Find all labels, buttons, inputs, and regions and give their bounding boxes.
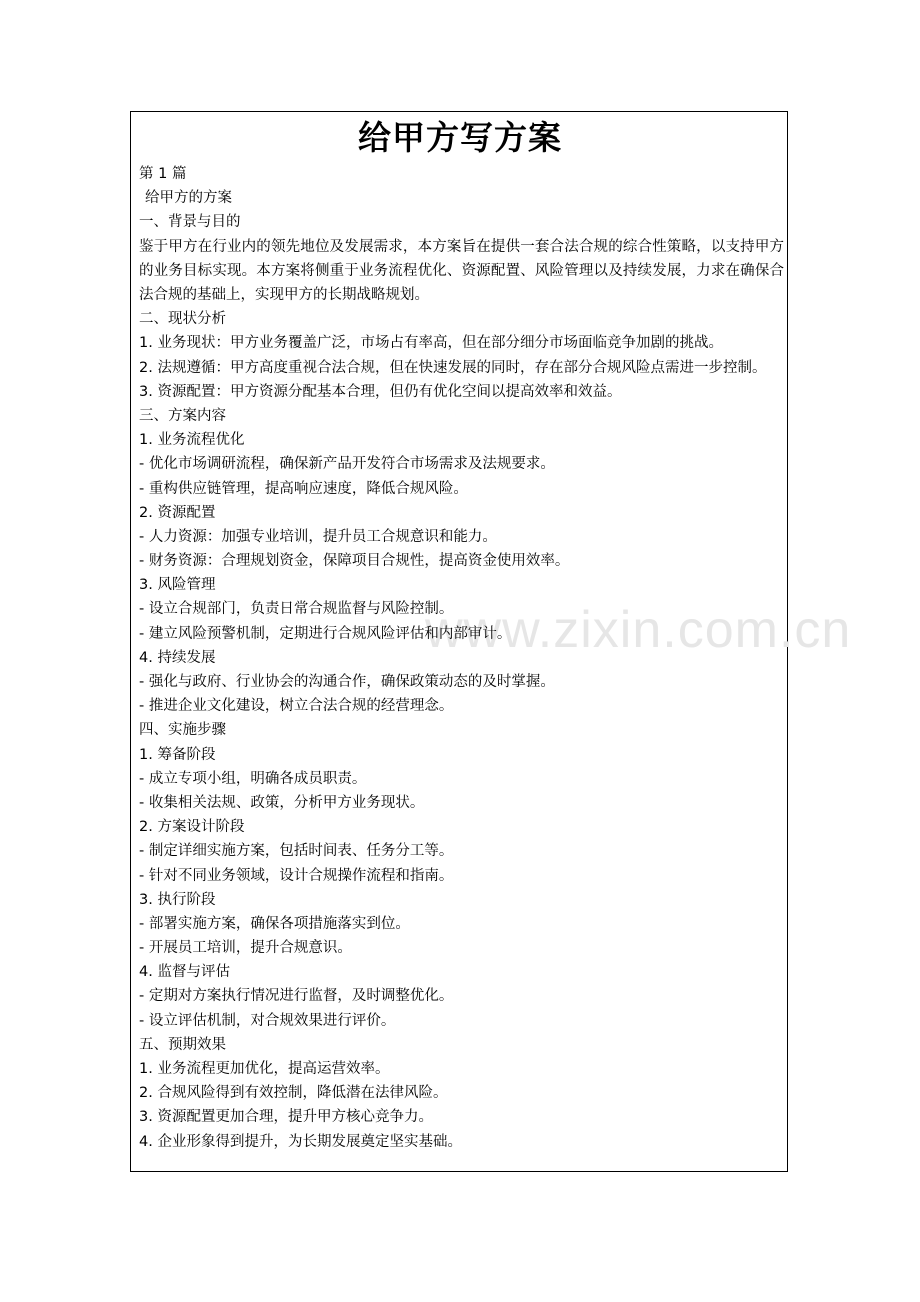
text-line: - 建立风险预警机制，定期进行合规风险评估和内部审计。	[139, 625, 512, 642]
watermark: www.zixin.com.cn	[425, 601, 852, 659]
document-body	[139, 162, 784, 1154]
text-line: - 收集相关法规、政策，分析甲方业务现状。	[139, 794, 425, 811]
text-line: 第 1 篇	[139, 166, 187, 182]
text-line: 五、预期效果	[139, 1036, 226, 1053]
text-line: 给甲方的方案	[145, 190, 232, 207]
text-line: - 优化市场调研流程，确保新产品开发符合市场需求及法规要求。	[139, 456, 555, 473]
text-line: - 成立专项小组，明确各成员职责。	[139, 770, 367, 787]
text-line: 3. 执行阶段	[139, 891, 216, 908]
text-line: - 强化与政府、行业协会的沟通合作，确保政策动态的及时掌握。	[139, 674, 555, 690]
text-line: - 针对不同业务领域，设计合规操作流程和指南。	[139, 867, 454, 884]
paragraph: 鉴于甲方在行业内的领先地位及发展需求，本方案旨在提供一套合法合规的综合性策略，以支持甲方的业务目标实现。本方案将侧重于业务流程优化、资源配置、风险管理以及持续发展，力求在确保合法合规的基础上，实现甲方的长期战略规划。	[139, 238, 784, 303]
text-line: - 设立评估机制，对合规效果进行评价。	[139, 1012, 396, 1029]
text-line: 3. 资源配置更加合理，提升甲方核心竞争力。	[139, 1109, 433, 1126]
text-line: 四、实施步骤	[139, 722, 226, 739]
text-line: 3. 风险管理	[139, 577, 216, 594]
text-line: 3. 资源配置：甲方资源分配基本合理，但仍有优化空间以提高效率和效益。	[139, 383, 622, 400]
text-line: - 推进企业文化建设，树立合法合规的经营理念。	[139, 698, 454, 715]
paragraph: 2. 法规遵循：甲方高度重视合法合规，但在快速发展的同时，存在部分合规风险点需进一步控制。	[139, 359, 767, 376]
text-line: - 财务资源：合理规划资金，保障项目合规性，提高资金使用效率。	[139, 553, 570, 570]
text-line: 三、方案内容	[139, 407, 226, 424]
text-line: - 开展员工培训，提升合规意识。	[139, 940, 352, 957]
text-line: 一、背景与目的	[139, 214, 241, 231]
text-line: 4. 企业形象得到提升，为长期发展奠定坚实基础。	[139, 1133, 462, 1150]
text-line: 2. 资源配置	[139, 504, 216, 521]
text-line: 1. 业务现状：甲方业务覆盖广泛，市场占有率高，但在部分细分市场面临竞争加剧的挑战。	[139, 335, 723, 352]
text-line: - 定期对方案执行情况进行监督，及时调整优化。	[139, 988, 454, 1005]
text-line: 1. 筹备阶段	[139, 746, 216, 763]
text-line: 1. 业务流程优化	[139, 432, 245, 449]
text-line: 4. 监督与评估	[139, 964, 230, 981]
text-line: - 人力资源：加强专业培训，提升员工合规意识和能力。	[139, 528, 497, 545]
text-line: - 制定详细实施方案，包括时间表、任务分工等。	[139, 843, 454, 860]
text-line: 2. 合规风险得到有效控制，降低潜在法律风险。	[139, 1085, 448, 1102]
document-title: 给甲方写方案	[358, 118, 562, 157]
text-line: 1. 业务流程更加优化，提高运营效率。	[139, 1061, 390, 1077]
text-line: 2. 方案设计阶段	[139, 819, 245, 836]
text-line: - 部署实施方案，确保各项措施落实到位。	[139, 915, 410, 932]
text-line: - 设立合规部门，负责日常合规监督与风险控制。	[139, 601, 454, 618]
text-line: 二、现状分析	[139, 311, 226, 328]
text-line: 4. 持续发展	[139, 649, 216, 666]
text-line: - 重构供应链管理，提高响应速度，降低合规风险。	[139, 480, 468, 497]
